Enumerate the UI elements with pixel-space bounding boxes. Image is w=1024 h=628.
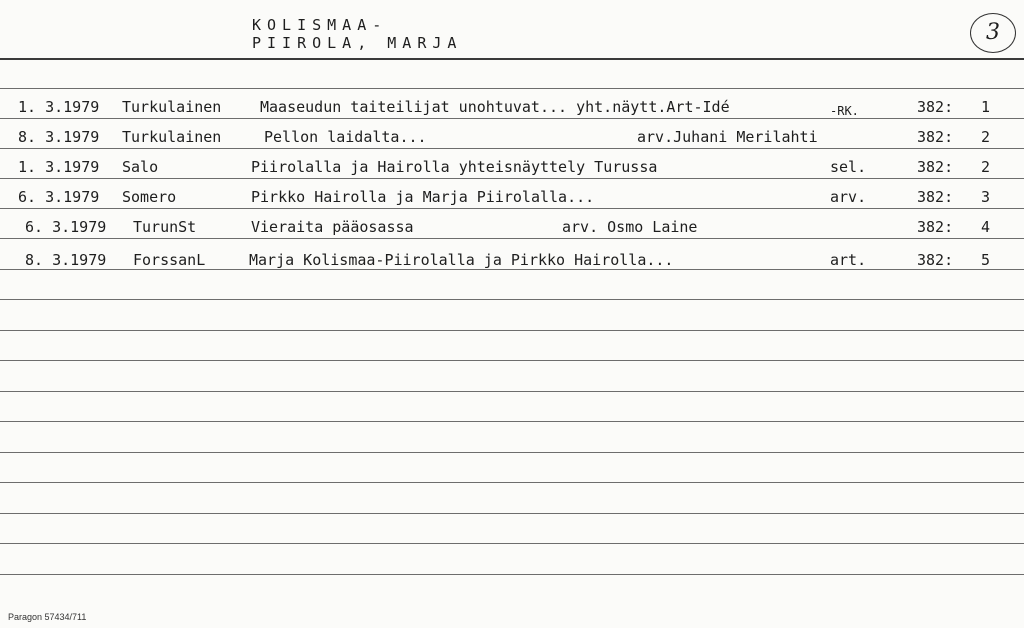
entry-ref: 382: (917, 218, 954, 236)
rule-line (0, 238, 1024, 239)
rule-line (0, 391, 1024, 392)
entry-ref: 382: (917, 251, 954, 269)
entry-row (0, 96, 1024, 118)
rule-line (0, 574, 1024, 575)
entry-row (0, 249, 1024, 271)
rule-line (0, 178, 1024, 179)
card-number-circle: 3 (970, 13, 1016, 53)
entry-number: 2 (981, 128, 991, 146)
name-line-2: PIIROLA, MARJA (252, 34, 463, 52)
entry-author: arv.Juhani Merilahti (637, 128, 818, 146)
entry-source: TurunSt (133, 218, 197, 236)
entry-source: Salo (122, 158, 159, 176)
entry-row (0, 156, 1024, 178)
rule-line (0, 118, 1024, 119)
entry-date: 8. 3.1979 (18, 128, 100, 146)
rule-line (0, 88, 1024, 89)
entry-row (0, 186, 1024, 208)
entry-date: 6. 3.1979 (25, 218, 107, 236)
rule-line (0, 148, 1024, 149)
entry-ref: 382: (917, 158, 954, 176)
entry-source: Turkulainen (122, 98, 222, 116)
entry-author: -RK. (830, 104, 859, 118)
entry-date: 6. 3.1979 (18, 188, 100, 206)
entry-title: Marja Kolismaa-Piirolalla ja Pirkko Hairolla... (249, 251, 674, 269)
entry-number: 2 (981, 158, 991, 176)
entry-title: Pellon laidalta... (264, 128, 427, 146)
entry-number: 5 (981, 251, 991, 269)
rule-line (0, 543, 1024, 544)
rule-line (0, 58, 1024, 60)
rule-line (0, 513, 1024, 514)
entry-number: 3 (981, 188, 991, 206)
rule-line (0, 330, 1024, 331)
entry-number: 1 (981, 98, 991, 116)
rule-line (0, 482, 1024, 483)
entry-source: ForssanL (133, 251, 206, 269)
entry-type: sel. (830, 158, 867, 176)
printer-imprint: Paragon 57434/711 (8, 612, 87, 622)
name-line-1: KOLISMAA- (252, 16, 388, 34)
rule-line (0, 208, 1024, 209)
rule-line (0, 360, 1024, 361)
entry-ref: 382: (917, 98, 954, 116)
entry-date: 8. 3.1979 (25, 251, 107, 269)
rule-line (0, 421, 1024, 422)
rule-line (0, 299, 1024, 300)
entry-author: arv. Osmo Laine (562, 218, 698, 236)
entry-date: 1. 3.1979 (18, 158, 100, 176)
entry-ref: 382: (917, 128, 954, 146)
entry-number: 4 (981, 218, 991, 236)
rule-line (0, 452, 1024, 453)
entry-type: art. (830, 251, 867, 269)
entry-title: Piirolalla ja Hairolla yhteisnäyttely Turussa (251, 158, 658, 176)
entry-title: Maaseudun taiteilijat unohtuvat... yht.näytt.Art-Idé (260, 98, 730, 116)
entry-row (0, 126, 1024, 148)
entry-title: Vieraita pääosassa (251, 218, 414, 236)
entry-type: arv. (830, 188, 867, 206)
entry-row (0, 216, 1024, 238)
entry-source: Turkulainen (122, 128, 222, 146)
entry-date: 1. 3.1979 (18, 98, 100, 116)
entry-title: Pirkko Hairolla ja Marja Piirolalla... (251, 188, 595, 206)
entry-ref: 382: (917, 188, 954, 206)
entry-source: Somero (122, 188, 177, 206)
